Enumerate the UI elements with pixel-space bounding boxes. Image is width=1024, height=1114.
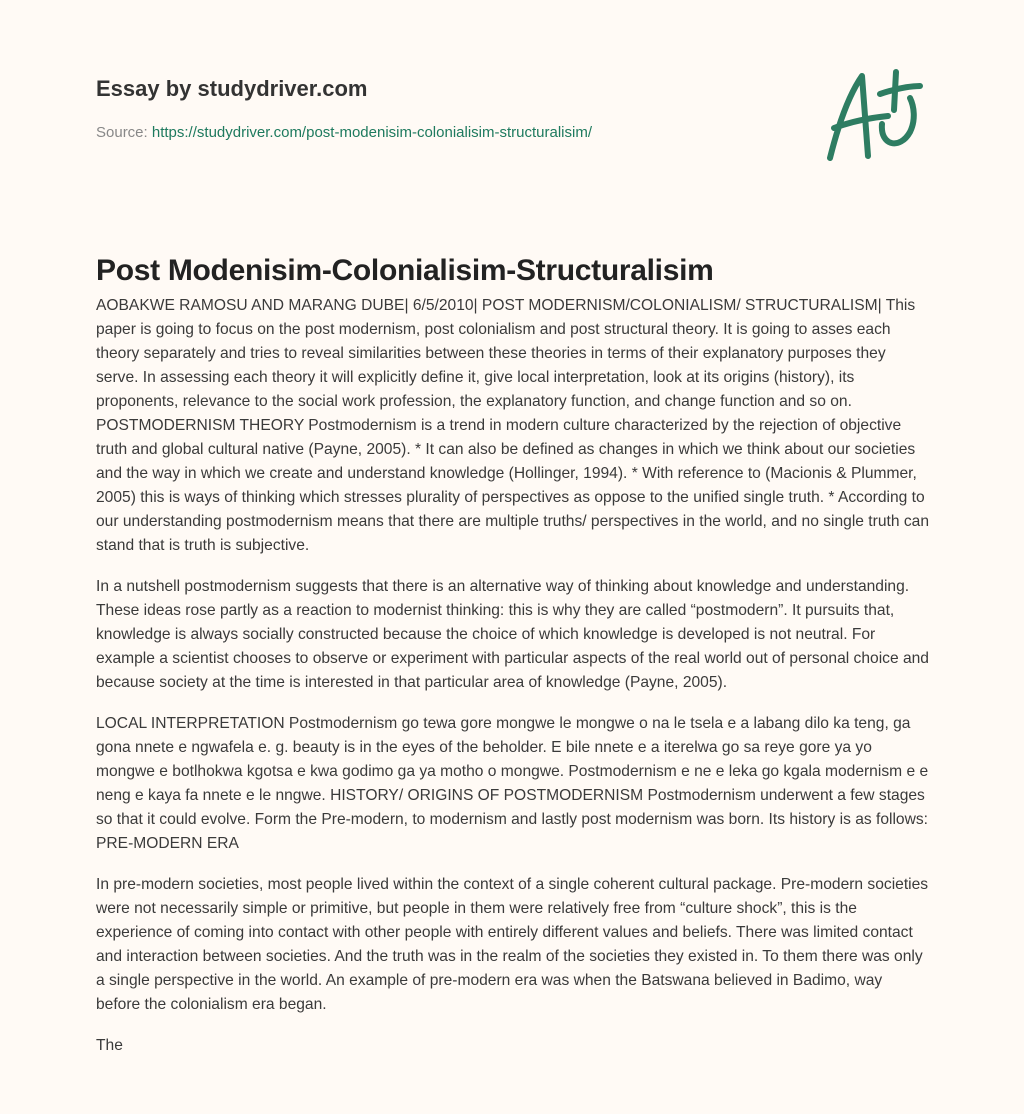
paragraph: The bbox=[96, 1037, 123, 1054]
source-link[interactable]: https://studydriver.com/post-modenisim-colonialisim-structuralisim/ bbox=[151, 124, 593, 141]
paragraph: AOBAKWE RAMOSU AND MARANG DUBE| 6/5/2010| POST MODERNISM/COLONIALISM/ STRUCTURALISM| This paper is going to focus on the post modernism, post colonialism and post structural theory. It is going to asses each theory separately and tries to reveal similarities between these theories in terms of their explanatory purposes they serve. In assessing each theory it will explicitly define it, give local interpretation, look at its origins (history), its proponents, relevance to the social work profession, the explanatory function, and change function and so on. POSTMODERNISM THEORY Postmodernism is a trend in modern culture characterized by the rejection of objective truth and global cultural native (Payne, 2005). * It can also be defined as changes in which we think about our societies and the way in which we create and understand knowledge (Hollinger, 1994). * With reference to (Macionis & Plummer, 2005) this is ways of thinking which stresses plurality of perspectives as oppose to the unified single truth. * According to our understanding postmodernism means that there are multiple truths/ perspectives in the world, and no single truth can stand that is truth is subjective. bbox=[96, 297, 929, 554]
a-plus-logo bbox=[820, 66, 930, 166]
source-line bbox=[96, 124, 592, 141]
page-title: Post Modenisim-Colonialisim-Structuralisim bbox=[96, 254, 714, 287]
brand-heading: Essay by studydriver.com bbox=[96, 76, 368, 101]
paragraph: In a nutshell postmodernism suggests that there is an alternative way of thinking about knowledge and understanding. These ideas rose partly as a reaction to modernist thinking: this is why they are called “postmodern”. It pursuits that, knowledge is always socially constructed because the choice of which knowledge is developed is not neutral. For example a scientist chooses to observe or experiment with particular aspects of the real world out of personal choice and because society at the time is interested in that particular area of knowledge (Payne, 2005). bbox=[96, 578, 929, 691]
paragraph: In pre-modern societies, most people lived within the context of a single coherent cultural package. Pre-modern societies were not necessarily simple or primitive, but people in them were relatively free from “culture shock”, this is the experience of coming into contact with other people with entirely different values and beliefs. There was limited contact and interaction between societies. And the truth was in the realm of the societies they existed in. To them there was only a single perspective in the world. An example of pre-modern era was when the Batswana believed in Badimo, way before the colonialism era began. bbox=[96, 876, 929, 1013]
paragraph: LOCAL INTERPRETATION Postmodernism go tewa gore mongwe le mongwe o na le tsela e a labang dilo ka teng, ga gona nnete e ngwafela e. g. beauty is in the eyes of the beholder. E bile nnete e a iterelwa go sa reye gore ya yo mongwe e botlhokwa kgotsa e kwa godimo ga ya motho o mongwe. Postmodernism e ne e leka go kgala modernism e e neng e kaya fa nnete e le nngwe. HISTORY/ ORIGINS OF POSTMODERNISM Postmodernism underwent a few stages so that it could evolve. Form the Pre-modern, to modernism and lastly post modernism was born. Its history is as follows: PRE-MODERN ERA bbox=[96, 715, 929, 852]
source-label: Source: bbox=[96, 124, 148, 141]
essay-body bbox=[96, 294, 930, 1075]
